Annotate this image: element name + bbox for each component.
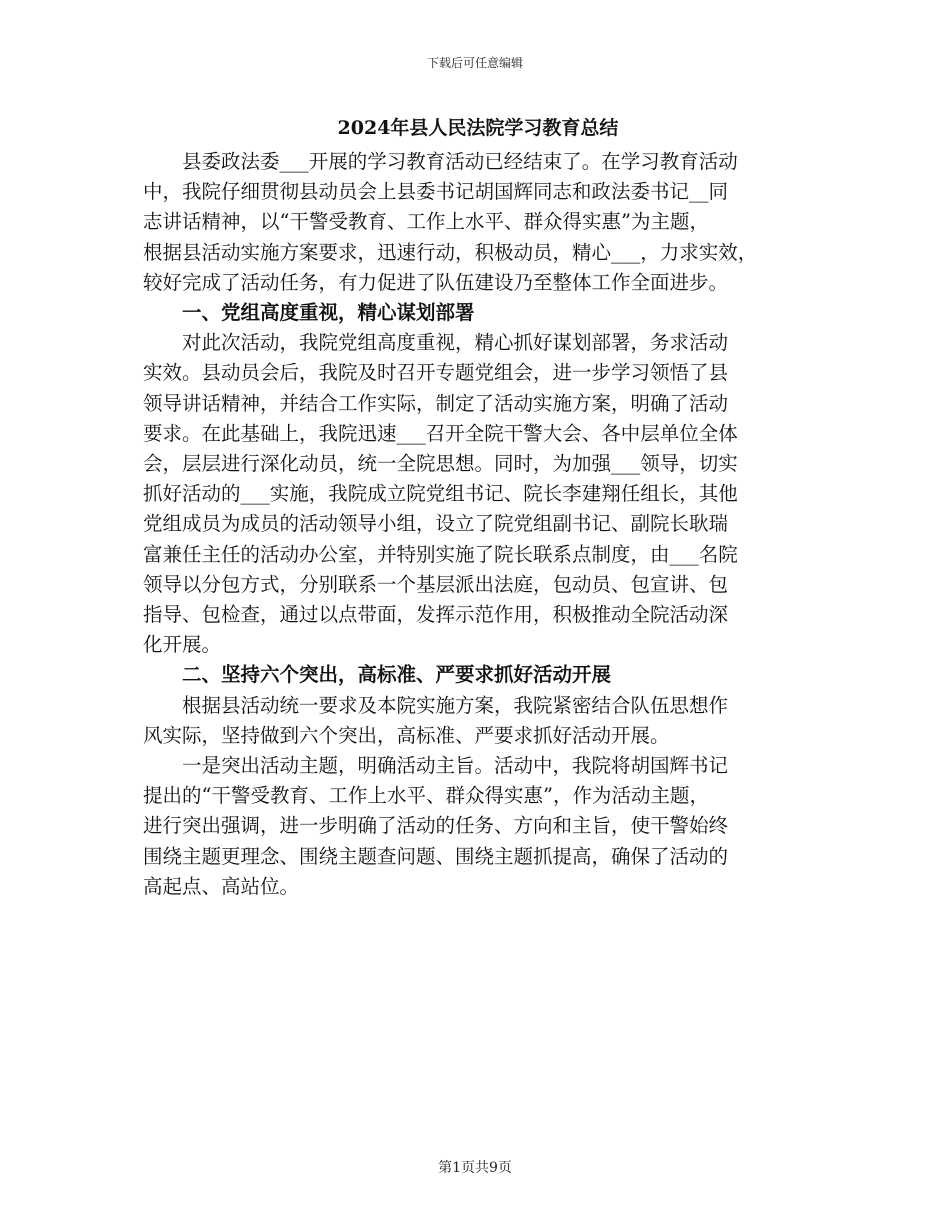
paragraph (143, 147, 813, 298)
paragraph-line: 围绕主题更理念、围绕主题查问题、围绕主题抓提高，确保了活动的 (143, 844, 729, 868)
page-footer: 第1页共9页 (438, 1160, 512, 1176)
paragraph-line: 富兼任主任的活动办公室，并特别实施了院长联系点制度，由___名院 (143, 542, 738, 566)
paragraph-line: 指导、包检查，通过以点带面，发挥示范作用，积极推动全院活动深 (143, 603, 729, 627)
document-blocks (143, 147, 813, 902)
paragraph (143, 691, 813, 751)
paragraph-line: 根据县活动统一要求及本院实施方案，我院紧密结合队伍思想作 (182, 693, 729, 717)
paragraph-line: 提出的“干警受教育、工作上水平、群众得实惠”，作为活动主题， (143, 784, 709, 808)
paragraph-line: 领导以分包方式，分别联系一个基层派出法庭，包动员、包宣讲、包 (143, 572, 729, 596)
paragraph-line: 对此次活动，我院党组高度重视，精心抓好谋划部署，务求活动 (182, 331, 729, 355)
paragraph-line: 县委政法委___开展的学习教育活动已经结束了。在学习教育活动 (182, 150, 738, 173)
page-header: 下载后可任意编辑 (426, 56, 523, 70)
paragraph-line: 会，层层进行深化动员，统一全院思想。同时，为加强___领导，切实 (143, 452, 738, 476)
paragraph-line: 根据县活动实施方案要求，迅速行动，积极动员，精心___，力求实效， (143, 240, 758, 264)
paragraph-line: 党组成员为成员的活动领导小组，设立了院党组副书记、副院长耿瑞 (143, 512, 729, 536)
paragraph (143, 328, 813, 660)
paragraph-line: 较好完成了活动任务，有力促进了队伍建设乃至整体工作全面进步。 (143, 270, 729, 294)
paragraph-line: 进行突出强调，进一步明确了活动的任务、方向和主旨，使干警始终 (143, 814, 729, 838)
paragraph-line: 要求。在此基础上，我院迅速___召开全院干警大会、各中层单位全体 (143, 421, 738, 445)
paragraph-line: 领导讲话精神，并结合工作实际，制定了活动实施方案，明确了活动 (143, 391, 729, 415)
paragraph-line: 风实际，坚持做到六个突出，高标准、严要求抓好活动开展。 (143, 723, 670, 747)
paragraph-line: 抓好活动的___实施，我院成立院党组书记、院长李建翔任组长，其他 (143, 482, 738, 506)
paragraph-line: 一是突出活动主题，明确活动主旨。活动中，我院将胡国辉书记 (182, 754, 729, 778)
section-heading: 二、坚持六个突出，高标准、严要求抓好活动开展 (182, 663, 612, 687)
paragraph (143, 751, 813, 902)
paragraph-line: 高起点、高站位。 (143, 874, 300, 898)
section-heading: 一、党组高度重视，精心谋划部署 (182, 301, 475, 325)
document-title: 2024年县人民法院学习教育总结 (337, 117, 619, 139)
paragraph-line: 中，我院仔细贯彻县动员会上县委书记胡国辉同志和政法委书记__同 (143, 180, 729, 204)
document-body (143, 113, 813, 902)
paragraph-line: 志讲话精神，以“干警受教育、工作上水平、群众得实惠”为主题， (143, 210, 709, 234)
paragraph-line: 实效。县动员会后，我院及时召开专题党组会，进一步学习领悟了县 (143, 361, 729, 385)
paragraph-line: 化开展。 (143, 633, 222, 657)
